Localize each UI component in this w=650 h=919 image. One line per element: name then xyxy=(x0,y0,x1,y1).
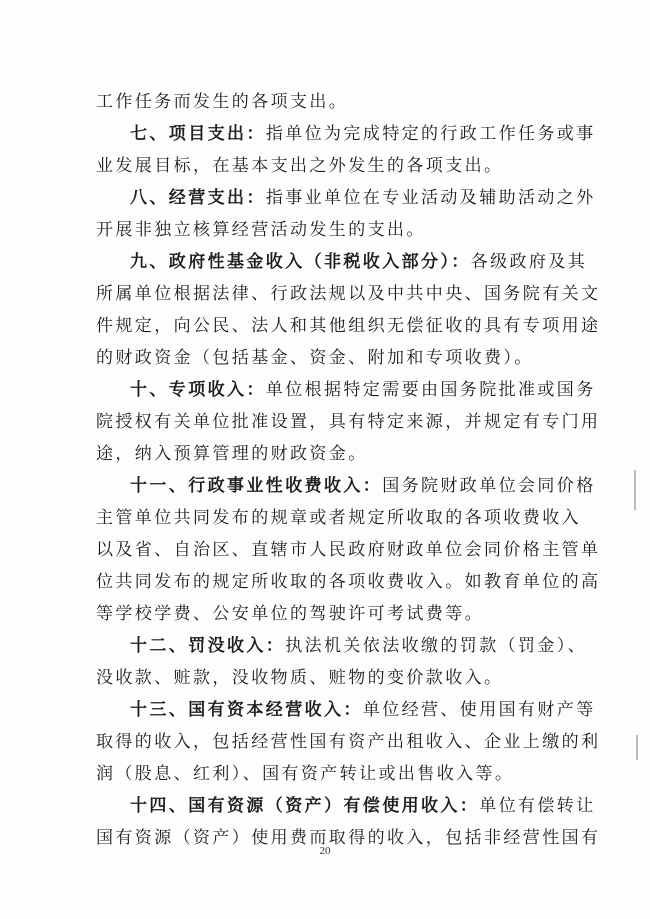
line-text: 以及省、自治区、直辖市人民政府财政单位会同价格主管单 xyxy=(96,540,601,560)
paragraph-line xyxy=(96,406,601,438)
paragraph-line xyxy=(96,150,558,182)
line-text: 的财政资金（包括基金、资金、附加和专项收费）。 xyxy=(96,348,534,368)
term-heading: 十四、国有资源（资产）有偿使用收入： xyxy=(130,796,480,816)
paragraph-line xyxy=(96,502,581,534)
line-text: 润（股息、红利）、国有资产转让或出售收入等。 xyxy=(96,764,515,784)
line-text: 主管单位共同发布的规章或者规定所收取的各项收费收入 xyxy=(96,508,581,528)
term-heading: 十一、行政事业性收费收入： xyxy=(130,476,383,496)
line-text: 指事业单位在专业活动及辅助活动之外 xyxy=(265,188,596,208)
paragraph-line xyxy=(96,726,601,758)
term-heading: 七、项目支出： xyxy=(130,124,266,144)
term-heading: 九、政府性基金收入（非税收入部分）： xyxy=(130,252,471,272)
paragraph-line xyxy=(96,182,596,214)
term-heading: 十二、罚没收入： xyxy=(130,636,286,656)
line-text: 途，纳入预算管理的财政资金。 xyxy=(96,444,368,464)
line-text: 国有资源（资产）使用费而取得的收入，包括非经营性国有 xyxy=(96,828,601,848)
line-text: 位共同发布的规定所收取的各项收费收入。如教育单位的高 xyxy=(96,572,601,592)
line-text: 没收款、赃款，没收物质、赃物的变价款收入。 xyxy=(96,668,504,688)
line-text: 等学校学费、公安单位的驾驶许可考试费等。 xyxy=(96,604,484,624)
paragraph-line xyxy=(96,758,558,790)
line-text: 所属单位根据法律、行政法规以及中共中央、国务院有关文 xyxy=(96,284,601,304)
paragraph-line xyxy=(96,374,596,406)
line-text: 件规定，向公民、法人和其他组织无偿征收的具有专项用途 xyxy=(96,316,601,336)
paragraph-line xyxy=(96,470,596,502)
scan-edge-mark xyxy=(636,735,638,760)
line-text: 开展非独立核算经营活动发生的支出。 xyxy=(96,220,426,240)
scan-edge-mark xyxy=(634,470,636,510)
paragraph-line xyxy=(96,662,558,694)
line-text: 各级政府及其 xyxy=(470,252,588,272)
paragraph-line xyxy=(96,214,558,246)
term-heading: 十三、国有资本经营收入： xyxy=(130,700,363,720)
paragraph-line xyxy=(96,598,558,630)
line-text: 单位有偿转让 xyxy=(479,796,596,816)
body-text xyxy=(96,86,601,854)
paragraph-line xyxy=(96,630,588,662)
paragraph-line xyxy=(96,566,601,598)
paragraph-line xyxy=(96,534,601,566)
paragraph-line xyxy=(96,790,596,822)
paragraph-line xyxy=(96,342,558,374)
paragraph-line xyxy=(96,118,596,150)
page-number: 20 xyxy=(319,845,331,857)
line-text: 业发展目标，在基本支出之外发生的各项支出。 xyxy=(96,156,504,176)
line-text: 工作任务而发生的各项支出。 xyxy=(96,92,349,112)
line-text: 院授权有关单位批准设置，具有特定来源，并规定有专门用 xyxy=(96,412,601,432)
line-text: 执法机关依法收缴的罚款（罚金）、 xyxy=(285,636,588,656)
term-heading: 十、专项收入： xyxy=(130,380,266,400)
paragraph-line xyxy=(96,86,558,118)
term-heading: 八、经营支出： xyxy=(130,188,266,208)
paragraph-line xyxy=(96,278,601,310)
line-text: 国务院财政单位会同价格 xyxy=(382,476,596,496)
paragraph-line xyxy=(96,694,596,726)
paragraph-line xyxy=(96,310,601,342)
line-text: 指单位为完成特定的行政工作任务或事 xyxy=(265,124,596,144)
paragraph-line xyxy=(96,246,588,278)
line-text: 单位根据特定需要由国务院批准或国务 xyxy=(265,380,596,400)
paragraph-line xyxy=(96,438,558,470)
line-text: 单位经营、使用国有财产等 xyxy=(362,700,596,720)
line-text: 取得的收入，包括经营性国有资产出租收入、企业上缴的利 xyxy=(96,732,601,752)
